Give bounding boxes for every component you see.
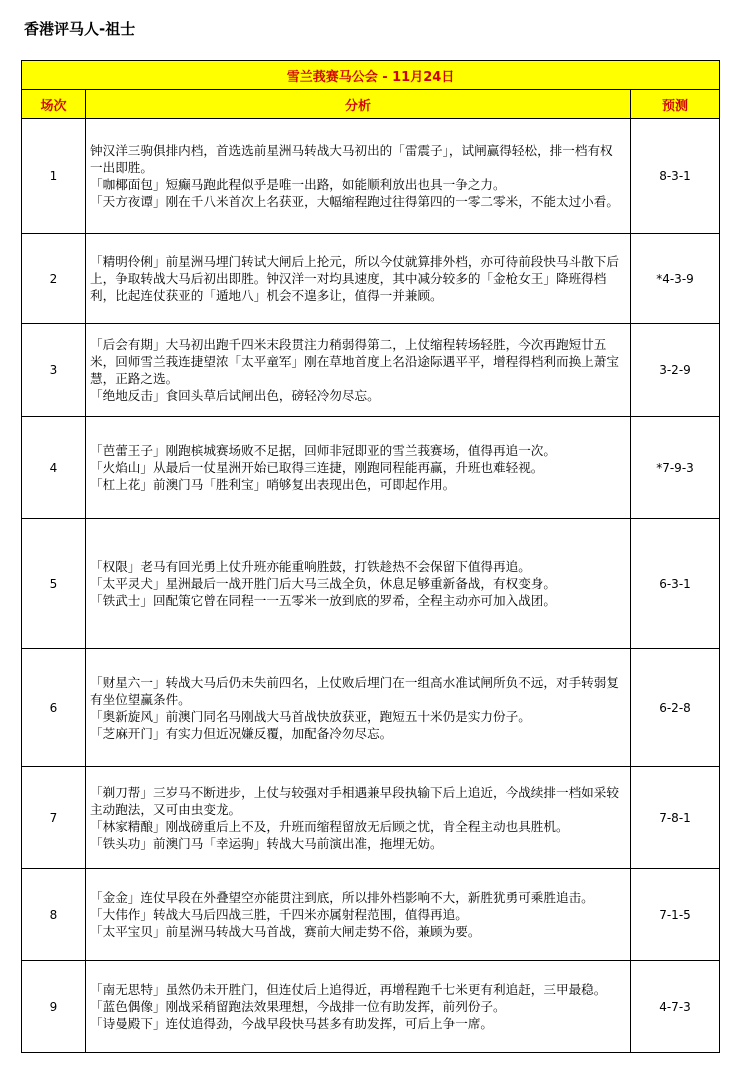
page-heading: 香港评马人-祖士 — [24, 20, 136, 38]
table-row — [22, 234, 720, 324]
analysis-paragraph: 「太平灵犬」星洲最后一战开胜门后大马三战全负，休息足够重新备战，有权变身。 — [90, 576, 556, 591]
race-number: 5 — [22, 519, 86, 649]
analysis-paragraph: 「铁头功」前澳门马「幸运驹」转战大马前演出准，拖埋无妨。 — [90, 835, 443, 851]
table-row — [22, 519, 720, 649]
analysis-cell — [86, 961, 631, 1053]
analysis-paragraph: 「太平宝贝」前星洲马转战大马首战，赛前大闸走势不俗，兼顾为要。 — [90, 924, 481, 939]
race-number: 4 — [22, 417, 86, 519]
prediction-value: 3-2-9 — [631, 324, 720, 417]
table-row — [22, 767, 720, 869]
race-number: 9 — [22, 961, 86, 1053]
analysis-cell — [86, 324, 631, 417]
race-number: 1 — [22, 119, 86, 234]
table-row — [22, 649, 720, 767]
analysis-paragraph: 「芝麻开门」有实力但近况嫌反覆，加配备冷勿尽忘。 — [90, 725, 393, 741]
analysis-paragraph: 钟汉洋三驹俱排内档，首选选前星洲马转战大马初出的「雷震子」，试闸赢得轻松，排一档有权一出即胜。 — [90, 143, 613, 175]
analysis-paragraph: 「后会有期」大马初出跑千四米末段贯注力稍弱得第二，上仗缩程转场轻胜，今次再跑短廿五米，回师雪兰莪连捷望浓「太平童军」刚在草地首度上名沿途际遇平平，增程得档利而换上萧宝慧，正路之选。 — [90, 337, 619, 386]
analysis-paragraph: 「咖椰面包」短癫马跑此程似乎是唯一出路，如能顺利放出也具一争之力。 — [90, 177, 506, 192]
table-body — [22, 119, 720, 1053]
analysis-paragraph: 「南无思特」虽然仍未开胜门，但连仗后上追得近，再增程跑千七米更有利追赶，三甲最稳。 — [90, 982, 607, 997]
analysis-paragraph: 「精明伶俐」前星洲马埋门转试大闸后上抡元，所以今仗就算排外档，亦可待前段快马斗散下后上，争取转战大马后初出即胜。钟汉洋一对均具速度，其中减分较多的「金枪女王」降班得档利，比起连仗获亚的「遁地八」机会不遑多让，值得一并兼顾。 — [90, 254, 619, 303]
analysis-cell — [86, 519, 631, 649]
analysis-cell — [86, 417, 631, 519]
table-row — [22, 324, 720, 417]
prediction-value: 7-8-1 — [631, 767, 720, 869]
prediction-value: 6-2-8 — [631, 649, 720, 767]
analysis-paragraph: 「芭蕾王子」刚跑槟城赛场败不足据，回师非冠即亚的雪兰莪赛场，值得再追一次。 — [90, 443, 556, 458]
analysis-paragraph: 「天方夜谭」刚在千八米首次上名获亚，大幅缩程跑过往得第四的一零二零米，不能太过小看。 — [90, 194, 619, 209]
analysis-paragraph: 「蓝色偶像」刚战采稍留跑法效果理想，今战排一位有助发挥，前列份子。 — [90, 999, 506, 1014]
prediction-value: 4-7-3 — [631, 961, 720, 1053]
analysis-paragraph: 「权限」老马有回光勇上仗升班亦能重响胜鼓，打铁趁热不会保留下值得再追。 — [90, 559, 531, 574]
prediction-value: 6-3-1 — [631, 519, 720, 649]
prediction-value: 8-3-1 — [631, 119, 720, 234]
prediction-value: 7-1-5 — [631, 869, 720, 961]
table-row — [22, 961, 720, 1053]
table-title: 雪兰莪赛马公会 - 11月24日 — [22, 61, 720, 90]
analysis-paragraph: 「杠上花」前澳门马「胜利宝」哨够复出表现出色，可即起作用。 — [90, 477, 456, 492]
analysis-paragraph: 「林家精酿」刚战磅重后上不及，升班而缩程留放无后顾之忧，肯全程主动也具胜机。 — [90, 818, 569, 834]
racing-tips-table — [21, 60, 720, 1053]
analysis-paragraph: 「铁武士」回配策它曾在同程一一五零米一放到底的罗希，全程主动亦可加入战团。 — [90, 593, 556, 608]
prediction-value: *7-9-3 — [631, 417, 720, 519]
race-number: 2 — [22, 234, 86, 324]
analysis-cell — [86, 234, 631, 324]
race-number: 3 — [22, 324, 86, 417]
header-analysis: 分析 — [86, 90, 631, 119]
header-race: 场次 — [22, 90, 86, 119]
table-row — [22, 869, 720, 961]
analysis-paragraph: 「金金」连仗早段在外叠望空亦能贯注到底，所以排外档影响不大，新胜犹勇可乘胜追击。 — [90, 890, 594, 905]
analysis-paragraph: 「火焰山」从最后一仗星洲开始已取得三连捷，刚跑同程能再赢，升班也难轻视。 — [90, 460, 544, 475]
analysis-paragraph: 「财星六一」转战大马后仍未失前四名，上仗败后埋门在一组高水准试闸所负不远，对手转弱复有坐位望赢条件。 — [90, 674, 619, 707]
analysis-paragraph: 「剃刀帮」三岁马不断进步，上仗与较强对手相遇兼早段执输下后上追近，今战续排一档如采较主动跑法，又可由虫变龙。 — [90, 784, 619, 817]
analysis-cell — [86, 767, 631, 869]
header-prediction: 预测 — [631, 90, 720, 119]
analysis-cell — [86, 119, 631, 234]
analysis-paragraph: 「奥新旋风」前澳门同名马刚战大马首战快放获亚，跑短五十米仍是实力份子。 — [90, 708, 531, 724]
analysis-paragraph: 「诗曼殿下」连仗追得劲，今战早段快马甚多有助发挥，可后上争一席。 — [90, 1016, 493, 1031]
table-row — [22, 119, 720, 234]
prediction-value: *4-3-9 — [631, 234, 720, 324]
race-number: 8 — [22, 869, 86, 961]
analysis-paragraph: 「绝地反击」食回头草后试闸出色，磅轻冷勿尽忘。 — [90, 388, 380, 403]
analysis-paragraph: 「大伟作」转战大马后四战三胜，千四米亦属射程范围，值得再追。 — [90, 907, 468, 922]
race-number: 6 — [22, 649, 86, 767]
table-row — [22, 417, 720, 519]
analysis-cell — [86, 649, 631, 767]
analysis-cell — [86, 869, 631, 961]
race-number: 7 — [22, 767, 86, 869]
